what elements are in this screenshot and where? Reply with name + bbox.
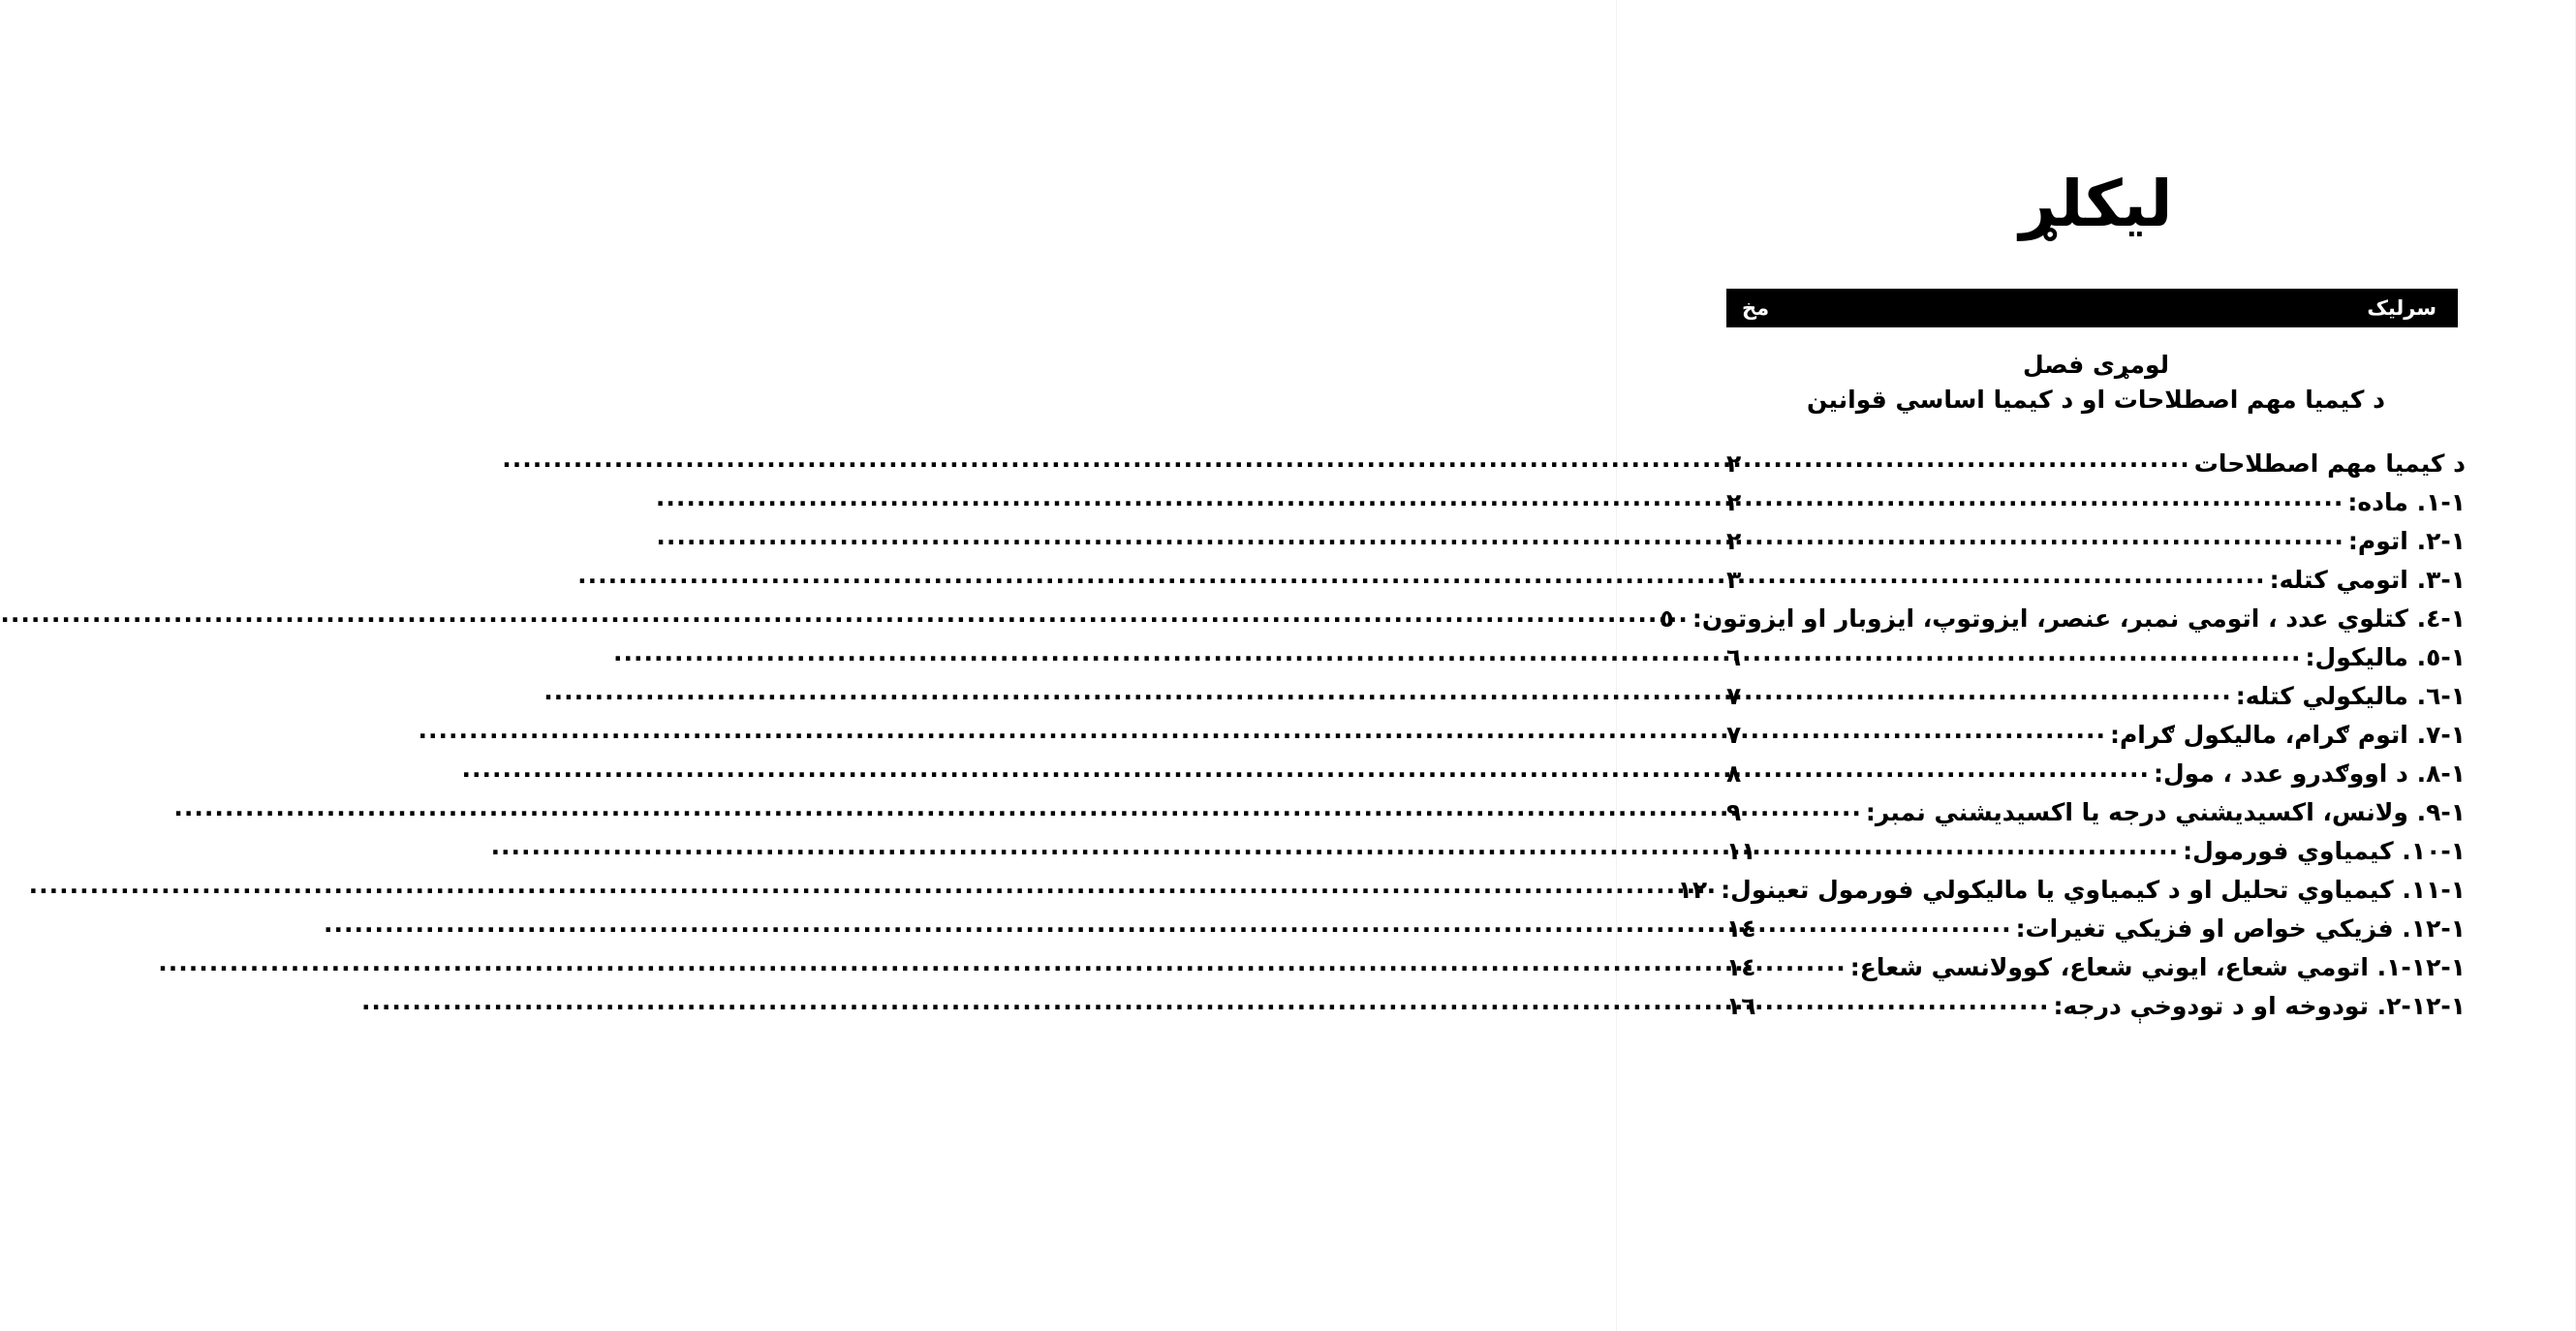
toc-dot-leader — [1711, 874, 1717, 898]
toc-entry-label: ١-٣. اتومي کتله: — [2269, 566, 2466, 594]
toc-entry[interactable] — [1726, 641, 2466, 680]
toc-entry-page-number: ١١ — [1726, 837, 1756, 865]
toc-list — [1659, 448, 2466, 1029]
toc-entry-label: ١-١٢-٢. تودوخه او د تودوخې درجه: — [2053, 992, 2466, 1020]
toc-header-title-column: سرليک — [2367, 295, 2436, 320]
toc-entry[interactable] — [1726, 486, 2466, 525]
toc-entry-page-number: ٦ — [1726, 643, 1742, 671]
chapter-heading — [1726, 349, 2466, 417]
toc-entry-label: ١-١. ماده: — [2347, 488, 2466, 516]
toc-entry[interactable] — [1726, 719, 2466, 758]
toc-header-bar — [1726, 289, 2458, 327]
toc-entry-page-number: ٣ — [1726, 566, 1742, 594]
toc-entry[interactable] — [1726, 525, 2466, 564]
toc-entry-page-number: ١٢ — [1677, 876, 1708, 904]
toc-dot-leader — [1750, 680, 2232, 704]
toc-entry-label: ١-٤. کتلوي عدد ، اتومي نمبر، عنصر، ايزوتوپ، ايزوبار او ايزوتون: — [1691, 604, 2466, 633]
toc-entry-label: ١-٨. د اووګدرو عدد ، مول: — [2153, 759, 2466, 788]
document-page — [1616, 0, 2576, 1331]
toc-entry[interactable] — [1726, 990, 2466, 1029]
chapter-name: لومړی فصل — [2022, 351, 2170, 379]
toc-dot-leader — [1750, 796, 1862, 820]
toc-dot-leader — [1750, 641, 2302, 666]
toc-entry-label: ١-١١. کيمياوي تحليل او د کيمياوي يا ماليکولي فورمول تعينول: — [1721, 876, 2466, 904]
toc-dot-leader — [1750, 564, 2266, 588]
toc-dot-leader — [1683, 603, 1689, 627]
toc-entry-page-number: ٢ — [1726, 527, 1742, 555]
toc-entry-page-number: ١٦ — [1726, 992, 1756, 1020]
toc-entry-label: ١-٩. ولانس، اکسيديشني درجه يا اکسيديشني نمبر: — [1865, 798, 2466, 826]
toc-dot-leader — [1750, 486, 2343, 511]
toc-entry[interactable] — [1726, 913, 2466, 951]
toc-dot-leader — [1760, 951, 1847, 975]
toc-entry[interactable] — [1726, 951, 2466, 990]
toc-entry-page-number: ٨ — [1726, 759, 1742, 788]
toc-entry[interactable] — [1659, 603, 2466, 641]
toc-entry-page-number: ٧ — [1726, 721, 1742, 749]
page-title: ليکلړ — [2019, 167, 2173, 241]
chapter-subtitle: د کيميا مهم اصطلاحات او د کيميا اساسي قوانين — [1807, 385, 2385, 414]
toc-entry[interactable] — [1726, 835, 2466, 874]
toc-dot-leader — [1760, 835, 2180, 859]
toc-entry[interactable] — [1726, 680, 2466, 719]
toc-entry-label: ١-٥. ماليکول: — [2305, 643, 2466, 671]
toc-entry-page-number: ٥ — [1659, 604, 1675, 633]
toc-entry-label: د کيميا مهم اصطلاحات — [2193, 449, 2466, 478]
toc-entry[interactable] — [1726, 448, 2466, 486]
toc-dot-leader — [1750, 719, 2106, 743]
toc-header-page-column: مخ — [1742, 295, 1770, 320]
toc-entry-page-number: ٢ — [1726, 449, 1742, 478]
toc-entry-label: ١-١٢-١. اتومي شعاع، ايوني شعاع، کوولانسي شعاع: — [1849, 953, 2466, 981]
toc-entry[interactable] — [1726, 758, 2466, 796]
toc-dot-leader — [1750, 525, 2344, 549]
toc-entry[interactable] — [1726, 796, 2466, 835]
toc-entry-page-number: ١٤ — [1726, 914, 1756, 943]
toc-entry-page-number: ٧ — [1726, 682, 1742, 710]
toc-dot-leader — [1750, 758, 2150, 782]
toc-entry[interactable] — [1677, 874, 2466, 913]
toc-entry-label: ١-١٠. کيمياوي فورمول: — [2183, 837, 2466, 865]
toc-entry-label: ١-١٢. فزيکي خواص او فزيکي تغيرات: — [2015, 914, 2466, 943]
toc-entry-label: ١-٧. اتوم ګرام، ماليکول ګرام: — [2109, 721, 2466, 749]
toc-entry-page-number: ١٤ — [1726, 953, 1756, 981]
toc-dot-leader — [1750, 448, 2190, 472]
toc-entry-page-number: ٢ — [1726, 488, 1742, 516]
toc-dot-leader — [1760, 990, 2050, 1014]
toc-entry-label: ١-٦. ماليکولي کتله: — [2235, 682, 2466, 710]
toc-entry-label: ١-٢. اتوم: — [2347, 527, 2466, 555]
toc-entry-page-number: ٩ — [1726, 798, 1742, 826]
toc-dot-leader — [1760, 913, 2012, 937]
toc-entry[interactable] — [1726, 564, 2466, 603]
